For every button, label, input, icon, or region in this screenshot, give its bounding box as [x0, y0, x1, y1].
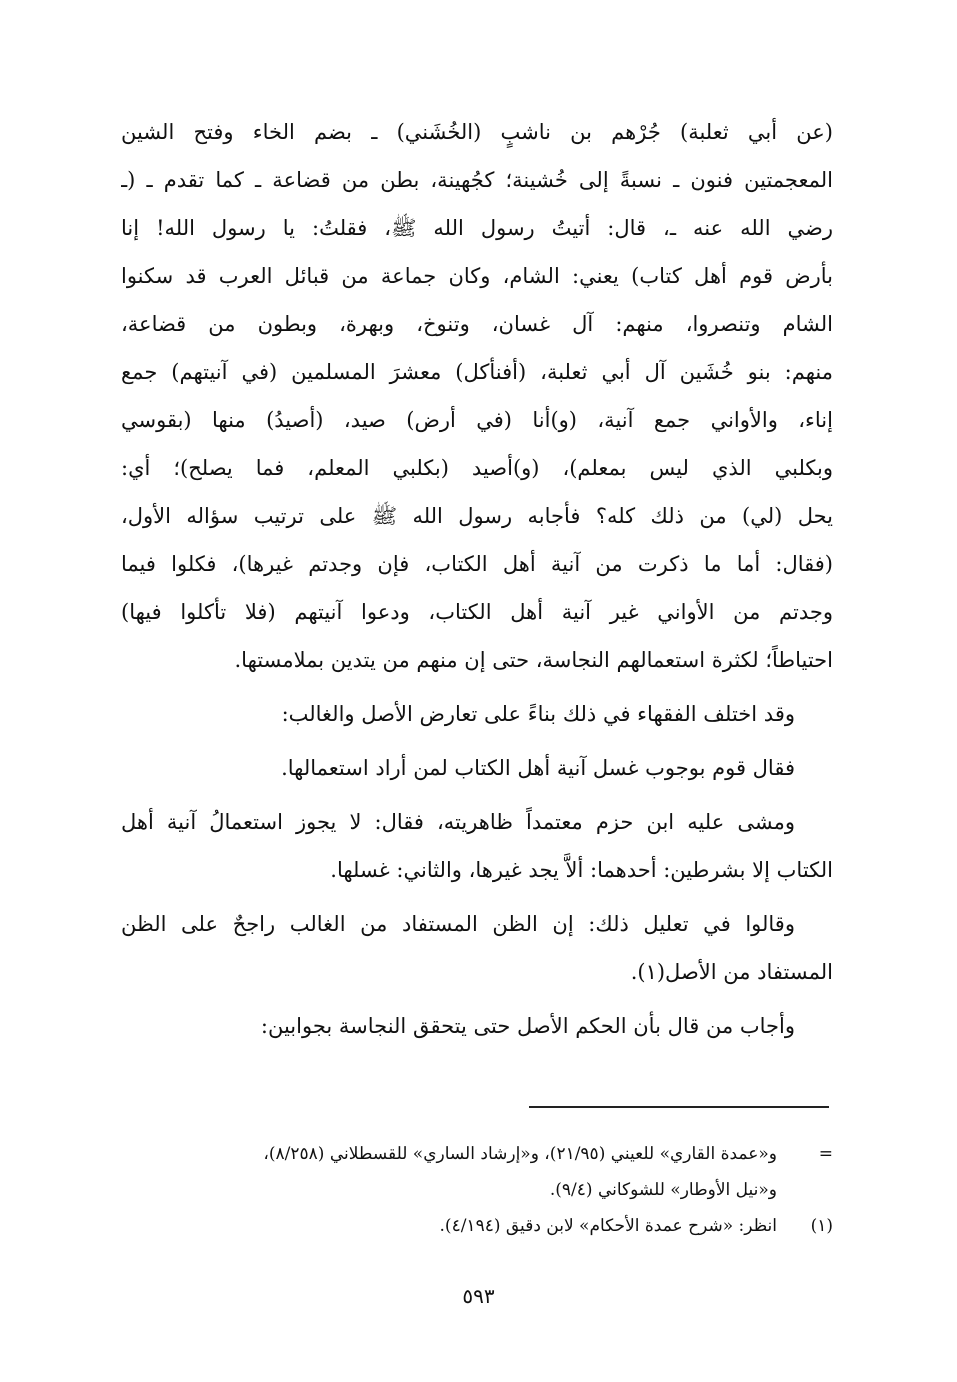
- text-line: المستفاد من الأصل(١).: [630, 960, 833, 984]
- footnote-line: [121, 1136, 833, 1172]
- text-line: بأرض قوم أهل كتاب) يعني: الشام، وكان جماعة من قبائل العرب قد سكنوا: [121, 264, 833, 288]
- text-line: رضي الله عنه ـ، قال: أتيتُ رسول الله ﷺ، فقلتُ: يا رسول الله! إنا: [121, 216, 833, 240]
- text-line: إناء، والأواني جمع آنية، (و)أنا (في أرض) صيد، (أصيدُ) منها (بقوسي: [121, 408, 833, 432]
- footnote-marker: (١): [810, 1216, 833, 1236]
- footnote-line: [121, 1172, 833, 1208]
- text-line: (فقال: أما ما ذكرت من آنية أهل الكتاب، فإن وجدتم غيرها)، فكلوا فيما: [121, 552, 833, 576]
- text-line: وقالوا في تعليل ذلك: إن الظن المستفاد من الغالب راجحٌ على الظن: [121, 912, 795, 936]
- text-line: فقال قوم بوجوب غسل آنية أهل الكتاب لمن أراد استعمالها.: [281, 756, 795, 780]
- text-line: ومشى عليه ابن حزم معتمداً ظاهريته، فقال: لا يجوز استعمالُ آنية أهل: [121, 810, 795, 834]
- text-line: الكتاب إلا بشرطين: أحدهما: ألاَّ يجد غيرها، والثاني: غسلها.: [330, 858, 833, 882]
- text-line: الشام وتنصروا، منهم: آل غسان، وتنوخ، وبهرة، وبطون من قضاعة،: [121, 312, 833, 336]
- text-line: وجدتم من الأواني غير آنية أهل الكتاب، ودعوا آنيتهم (فلا تأكلوا فيها): [121, 600, 833, 624]
- footnote-line: [121, 1208, 833, 1244]
- text-line: منهم: بنو خُشَين آل أبي ثعلبة، (أفنأكل) معشرَ المسلمين (في آنيتهم) جمع: [121, 360, 833, 384]
- text-line: وبكلبي الذي ليس بمعلم)، (و)أصيد (بكلبي المعلم، فما يصلح)؛ أي:: [121, 456, 833, 480]
- text-line: وقد اختلف الفقهاء في ذلك بناءً على تعارض الأصل والغالب:: [281, 702, 795, 726]
- footnote-text: و«نيل الأوطار» للشوكاني (٩/٤).: [549, 1180, 777, 1200]
- footnotes: [121, 1136, 833, 1244]
- footnote-text: و«عمدة القاري» للعيني (٢١/٩٥)، و«إرشاد الساري» للقسطلاني (٨/٢٥٨)،: [263, 1144, 777, 1164]
- page-number: ٥٩٣: [462, 1284, 495, 1308]
- text-line: (عن أبي ثعلبة) جُرْهم بن ناشبٍ (الخُشَني) ـ بضم الخاء وفتح الشين: [121, 120, 833, 144]
- footnote-divider: [529, 1106, 829, 1108]
- text-line: يحل (لي) من ذلك كله؟ فأجابه رسول الله ﷺ على ترتيب سؤاله الأول،: [121, 504, 833, 528]
- footnote-marker: =: [818, 1144, 833, 1164]
- text-line: المعجمتين فنون ـ نسبةً إلى خُشينة؛ كجُهينة، بطن من قضاعة ـ كما تقدم ـ (ـ: [121, 168, 833, 192]
- text-line: وأجاب من قال بأن الحكم الأصل حتى يتحقق النجاسة بجوابين:: [260, 1014, 795, 1038]
- text-line: احتياطاً؛ لكثرة استعمالهم النجاسة، حتى إن منهم من يتدين بملامستها.: [234, 648, 833, 672]
- main-text: [121, 108, 833, 1050]
- footnote-text: انظر: «شرح عمدة الأحكام» لابن دقيق (٤/١٩٤).: [439, 1216, 777, 1236]
